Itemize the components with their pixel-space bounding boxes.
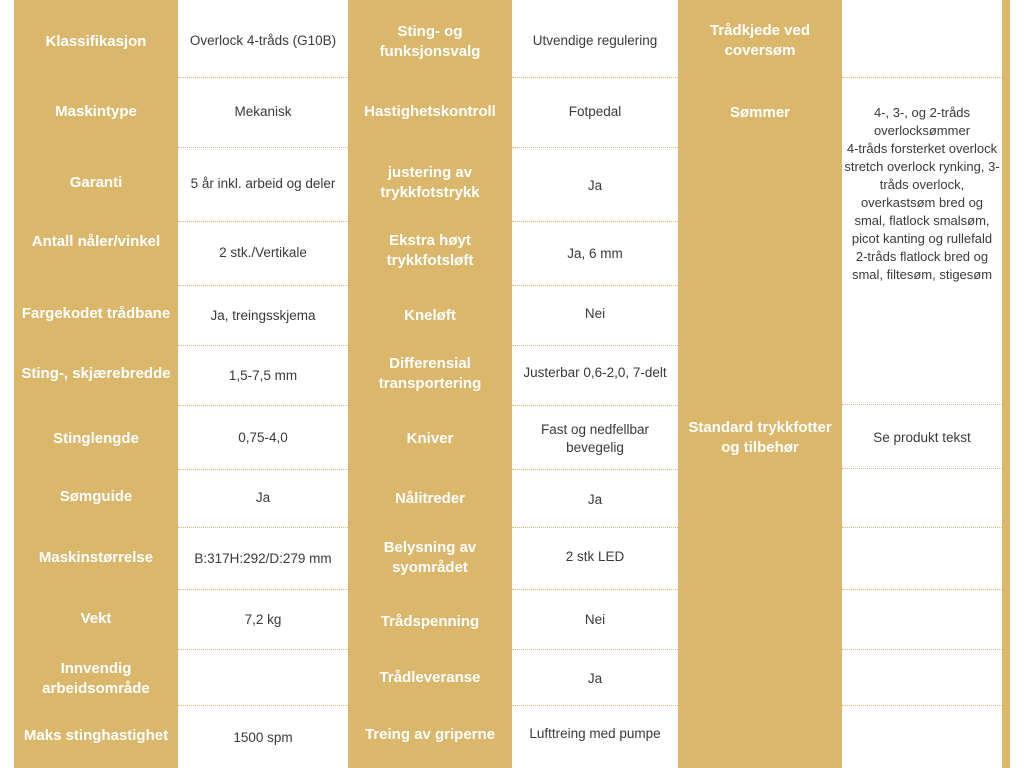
spec-label: Kniver — [406, 430, 454, 447]
stitches-value: 4-, 3-, og 2-tråds overlocksømmer 4-tråds forsterket overlock stretch overlock rynking, 3-tråds overlock, overkastsøm bred og smal, flatlock smalsøm, picot kanting og rullefald 2-tråds flatlock bred og smal, filtesøm, stigesøm — [844, 105, 1000, 282]
row-divider — [842, 527, 1002, 528]
spec-label: Sømmer — [729, 104, 791, 121]
spec-label: Nålitreder — [394, 490, 466, 507]
spec-label: Innvendig arbeidsområde — [42, 660, 150, 697]
spec-label: Garanti — [69, 174, 123, 191]
spec-value: Utvendige regulering — [532, 33, 658, 48]
spec-value: Nei — [584, 612, 606, 627]
spec-label: Standard trykkfotter og tilbehør — [688, 419, 832, 456]
row-divider — [512, 147, 678, 148]
row-divider — [842, 649, 1002, 650]
spec-value: B:317H:292/D:279 mm — [194, 551, 332, 566]
spec-label: Trådkjede ved coversøm — [709, 22, 811, 59]
col2-values — [512, 0, 678, 768]
row-divider — [178, 705, 348, 706]
spec-value: Ja — [255, 490, 271, 505]
spec-value — [842, 8, 1002, 74]
spec-label: Sømguide — [59, 488, 133, 505]
spec-label: Klassifikasjon — [45, 33, 147, 50]
spec-label: Sting-, skjærebredde — [21, 365, 171, 382]
spec-value: Justerbar 0,6-2,0, 7-delt — [523, 365, 667, 380]
spec-label: Antall nåler/vinkel — [31, 233, 161, 250]
col2-labels — [348, 0, 512, 768]
spec-label: Maskintype — [55, 103, 137, 120]
spec-value — [178, 650, 348, 706]
spec-value: Fast og nedfellbar bevegelig — [540, 422, 650, 455]
spec-value: Fotpedal — [568, 104, 622, 119]
spec-value: 5 år inkl. arbeid og deler — [190, 176, 336, 191]
spec-label: Differensial transportering — [378, 355, 482, 392]
row-divider — [842, 77, 1002, 78]
spec-label: Trådleveranse — [379, 669, 481, 686]
spec-value: 0,75-4,0 — [238, 430, 288, 445]
spec-value: Mekanisk — [234, 104, 292, 119]
row-divider — [512, 405, 678, 406]
spec-label: Maks stinghastighet — [23, 727, 169, 744]
spec-value: Lufttreing med pumpe — [529, 726, 661, 741]
spec-label: Ekstra høyt trykkfotsløft — [386, 232, 474, 269]
col1-values — [178, 0, 348, 768]
spec-value: 2 stk./Vertikale — [219, 245, 307, 260]
spec-value: Ja, 6 mm — [567, 246, 623, 261]
row-divider — [842, 404, 1002, 405]
col3-values — [842, 0, 1002, 768]
spec-label: justering av trykkfotstrykk — [380, 164, 480, 201]
spec-label: Stinglengde — [53, 430, 139, 447]
right-edge — [1002, 0, 1010, 768]
col1-labels — [14, 0, 178, 768]
spec-label: Hastighetskontroll — [364, 103, 496, 120]
spec-label: Belysning av syområdet — [383, 539, 477, 576]
row-divider — [842, 705, 1002, 706]
row-divider — [842, 589, 1002, 590]
spec-value: Overlock 4-tråds (G10B) — [189, 33, 337, 48]
spec-label: Sting- og funksjonsvalg — [379, 23, 481, 60]
spec-value: Ja — [587, 492, 603, 507]
spec-value: Nei — [584, 306, 606, 321]
spec-value: 2 stk LED — [565, 549, 625, 564]
col3-labels — [678, 0, 842, 768]
spec-value: Ja — [587, 671, 603, 686]
spec-value: Ja, treingsskjema — [210, 308, 316, 323]
spec-value: 1,5-7,5 mm — [228, 368, 298, 383]
spec-value: 7,2 kg — [244, 612, 282, 627]
spec-label: Treing av griperne — [364, 726, 496, 743]
spec-value: Se produkt tekst — [873, 430, 971, 445]
spec-value: Ja — [587, 178, 603, 193]
spec-label: Maskinstørrelse — [38, 549, 154, 566]
spec-label: Kneløft — [404, 307, 456, 324]
spec-label: Vekt — [80, 610, 112, 627]
left-margin — [0, 0, 14, 768]
spec-value: 1500 spm — [233, 730, 293, 745]
spec-label: Fargekodet trådbane — [21, 305, 171, 322]
spec-label: Trådspenning — [380, 613, 480, 630]
row-divider — [842, 468, 1002, 469]
